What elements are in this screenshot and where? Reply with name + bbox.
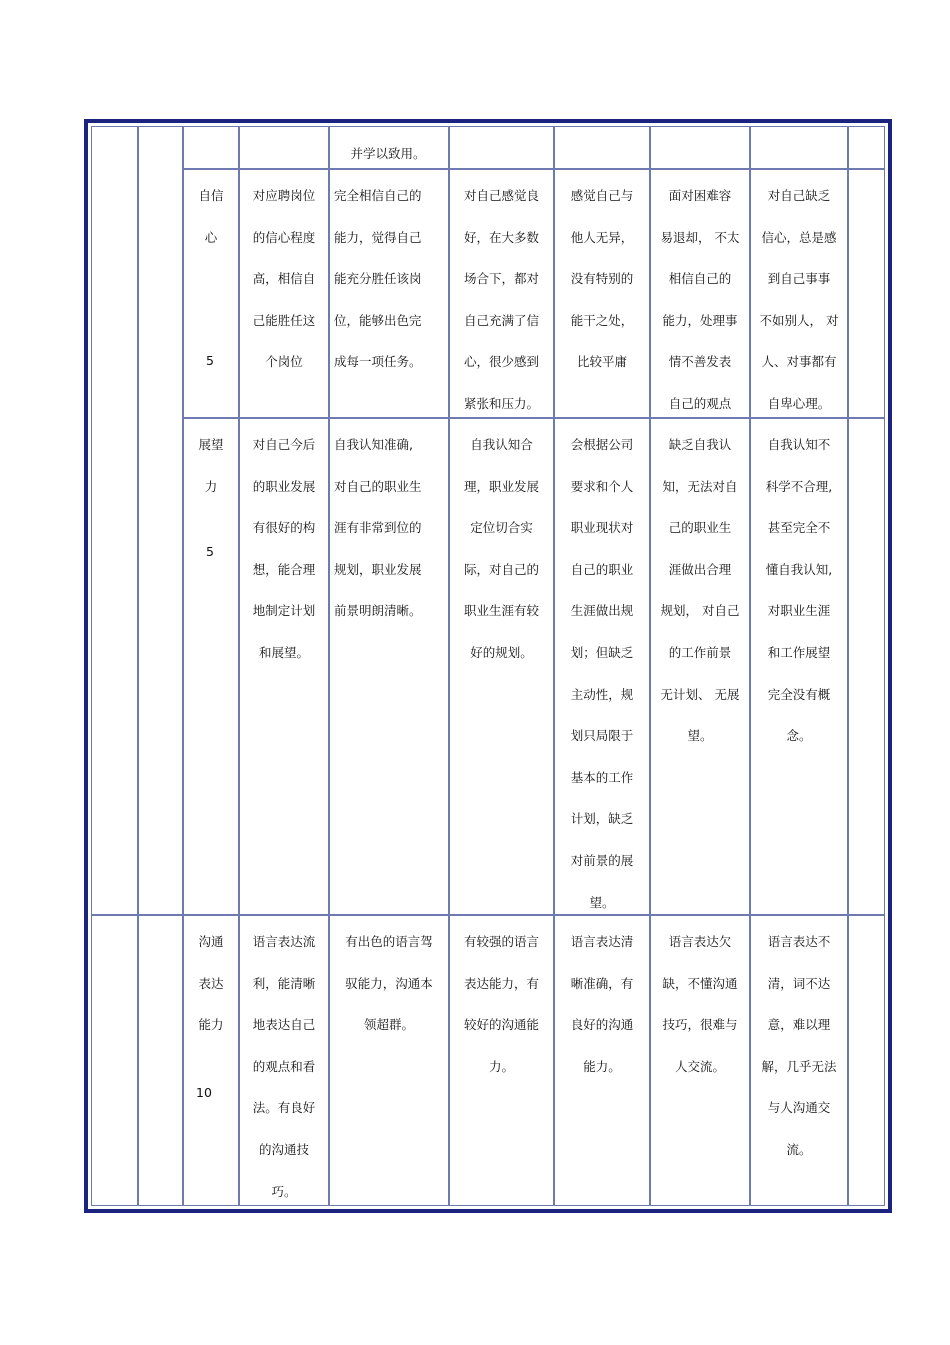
cell-line: 望。 xyxy=(589,894,615,910)
level-cell xyxy=(240,169,328,383)
cell-line: 晰准确，有 xyxy=(570,975,634,991)
label-line: 能力 xyxy=(198,1017,224,1033)
cell-line: 表达能力，有 xyxy=(463,975,539,991)
cell-line: 与人沟通交 xyxy=(767,1100,831,1116)
cell-line: 信心，总是感 xyxy=(761,229,837,245)
level-cell xyxy=(240,418,328,674)
cell-line: 巧。 xyxy=(271,1183,297,1199)
cell-line: 生涯做出规 xyxy=(570,603,634,619)
cell-line: 有很好的构 xyxy=(252,520,316,536)
continuation-cell xyxy=(328,127,448,175)
cell-line: 人、对事都有 xyxy=(761,354,837,370)
cell-line: 划只局限于 xyxy=(570,728,634,744)
criterion-label-communication xyxy=(184,915,238,1046)
cell-line: 会根据公司 xyxy=(570,437,634,452)
cell-line: 有较强的语言 xyxy=(463,934,539,949)
cell-line: 缺乏自我认 xyxy=(668,437,732,452)
cell-line: 的观点和看 xyxy=(252,1058,316,1074)
cell-line: 的工作前景 xyxy=(668,644,732,660)
cell-line: 位，能够出色完 xyxy=(334,312,422,328)
cell-line: 的沟通技 xyxy=(258,1141,309,1157)
cell-line: 基本的工作 xyxy=(570,769,634,785)
column-divider xyxy=(847,127,849,1205)
cell-line: 面对困难容 xyxy=(668,188,732,203)
cell-line: 对前景的展 xyxy=(570,852,634,868)
cell-line: 语言表达清 xyxy=(570,934,634,949)
cell-line: 驭能力，沟通本 xyxy=(345,975,433,991)
cell-line: 完全没有概 xyxy=(767,686,831,702)
cell-line: 涯做出合理 xyxy=(668,561,732,577)
cell-line: 望。 xyxy=(687,728,713,744)
cell-line: 缺，不懂沟通 xyxy=(662,975,738,991)
cell-line: 际，对自己的 xyxy=(463,561,539,577)
cell-line: 并学以致用。 xyxy=(350,146,426,161)
cell-line: 有出色的语言驾 xyxy=(345,934,433,949)
cell-line: 甚至完全不 xyxy=(767,520,831,536)
cell-line: 对自己的职业生 xyxy=(334,478,422,494)
cell-line: 能力，觉得自己 xyxy=(334,229,422,245)
cell-line: 良好的沟通 xyxy=(570,1017,634,1033)
cell-line: 紧张和压力。 xyxy=(463,395,539,411)
cell-line: 地制定计划 xyxy=(252,603,316,619)
level-cell xyxy=(450,915,553,1087)
criterion-label-outlook xyxy=(184,418,238,507)
cell-line: 法。有良好 xyxy=(252,1100,316,1116)
cell-line: 前景明朗清晰。 xyxy=(334,603,422,619)
cell-line: 对职业生涯 xyxy=(767,603,831,619)
cell-line: 好，在大多数 xyxy=(463,229,539,245)
level-cell xyxy=(751,169,847,425)
cell-line: 懂自我认知, xyxy=(765,561,833,577)
level-cell xyxy=(751,915,847,1171)
cell-line: 知，无法对自 xyxy=(662,478,738,494)
cell-line: 己的职业生 xyxy=(668,520,732,536)
cell-line: 职业生涯有较 xyxy=(463,603,539,619)
column-divider xyxy=(137,127,139,1205)
cell-line: 语言表达欠 xyxy=(668,934,732,949)
cell-line: 成每一项任务。 xyxy=(334,354,422,370)
cell-line: 念。 xyxy=(786,728,812,744)
cell-line: 心，很少感到 xyxy=(463,354,539,370)
level-cell xyxy=(555,915,649,1087)
cell-line: 比较平庸 xyxy=(576,354,627,370)
cell-line: 的信心程度 xyxy=(252,229,316,245)
cell-line: 对自己感觉良 xyxy=(463,188,539,203)
cell-line: 流。 xyxy=(786,1141,812,1157)
label-line: 自信 xyxy=(198,188,224,203)
cell-line: 自卑心理。 xyxy=(767,395,831,411)
cell-line: 好的规划。 xyxy=(470,644,533,660)
level-cell xyxy=(330,915,448,1046)
cell-line: 己能胜任这 xyxy=(252,312,316,328)
level-cell xyxy=(240,915,328,1212)
criterion-score: 5 xyxy=(206,544,214,559)
cell-line: 语言表达流 xyxy=(252,934,316,949)
cell-line: 个岗位 xyxy=(265,354,303,370)
cell-line: 相信自己的 xyxy=(668,271,732,287)
level-cell xyxy=(330,169,448,383)
level-cell xyxy=(555,418,649,923)
cell-line: 要求和个人 xyxy=(570,478,634,494)
cell-line: 的职业发展 xyxy=(252,478,316,494)
cell-line: 想，能合理 xyxy=(252,561,316,577)
cell-line: 意，难以理 xyxy=(767,1017,831,1033)
cell-line: 情不善发表 xyxy=(668,354,732,370)
cell-line: 职业现状对 xyxy=(570,520,634,536)
cell-line: 理，职业发展 xyxy=(463,478,539,494)
cell-line: 人交流。 xyxy=(674,1058,725,1074)
criterion-score: 5 xyxy=(206,353,214,368)
level-cell xyxy=(450,418,553,674)
cell-line: 自己的观点 xyxy=(668,395,732,411)
cell-line: 完全相信自己的 xyxy=(334,188,422,203)
cell-line: 自我认知准确, xyxy=(334,437,413,452)
label-line: 表达 xyxy=(198,975,224,991)
cell-line: 自我认知合 xyxy=(470,437,533,452)
evaluation-table xyxy=(84,119,892,1213)
cell-line: 计划，缺乏 xyxy=(570,811,634,827)
cell-line: 定位切合实 xyxy=(470,520,533,536)
cell-line: 规划， 对自己 xyxy=(660,603,740,619)
cell-line: 语言表达不 xyxy=(767,934,831,949)
cell-line: 涯有非常到位的 xyxy=(334,520,422,536)
level-cell xyxy=(555,169,649,383)
level-cell xyxy=(330,418,448,632)
cell-line: 自我认知不 xyxy=(767,437,831,452)
label-line: 展望 xyxy=(198,437,224,452)
label-line: 心 xyxy=(204,229,218,245)
cell-line: 能充分胜任该岗 xyxy=(334,271,422,287)
level-cell xyxy=(651,418,749,757)
cell-line: 解，几乎无法 xyxy=(761,1058,837,1074)
cell-line: 领超群。 xyxy=(363,1017,414,1033)
cell-line: 能力，处理事 xyxy=(662,312,738,328)
table-inner-border xyxy=(91,126,885,1206)
criterion-label-confidence xyxy=(184,169,238,258)
cell-line: 力。 xyxy=(488,1058,514,1074)
cell-line: 自己的职业 xyxy=(570,561,634,577)
cell-line: 能力。 xyxy=(583,1058,621,1074)
cell-line: 利，能清晰 xyxy=(252,975,316,991)
cell-line: 对自己今后 xyxy=(252,437,316,452)
cell-line: 和展望。 xyxy=(258,644,309,660)
cell-line: 场合下，都对 xyxy=(463,271,539,287)
cell-line: 较好的沟通能 xyxy=(463,1017,539,1033)
cell-line: 没有特别的 xyxy=(570,271,634,287)
cell-line: 地表达自己 xyxy=(252,1017,316,1033)
cell-line: 主动性，规 xyxy=(570,686,634,702)
cell-line: 高，相信自 xyxy=(252,271,316,287)
cell-line: 对应聘岗位 xyxy=(252,188,316,203)
level-cell xyxy=(651,169,749,425)
cell-line: 易退却， 不太 xyxy=(660,229,740,245)
label-line: 沟通 xyxy=(198,934,224,949)
cell-line: 规划，职业发展 xyxy=(334,561,422,577)
cell-line: 能干之处， xyxy=(570,312,634,328)
cell-line: 他人无异， xyxy=(570,229,634,245)
cell-line: 划；但缺乏 xyxy=(570,644,634,660)
cell-line: 科学不合理, xyxy=(765,478,833,494)
label-line: 力 xyxy=(204,478,218,494)
cell-line: 技巧，很难与 xyxy=(662,1017,738,1033)
cell-line: 自己充满了信 xyxy=(463,312,539,328)
cell-line: 到自己事事 xyxy=(767,271,831,287)
level-cell xyxy=(450,169,553,425)
cell-line: 不如别人， 对 xyxy=(759,312,839,328)
cell-line: 感觉自己与 xyxy=(570,188,634,203)
level-cell xyxy=(651,915,749,1087)
cell-line: 清，词不达 xyxy=(767,975,831,991)
cell-line: 对自己缺乏 xyxy=(767,188,831,203)
criterion-score: 10 xyxy=(196,1085,212,1100)
cell-line: 无计划、 无展 xyxy=(660,686,740,702)
level-cell xyxy=(751,418,847,757)
cell-line: 和工作展望 xyxy=(767,644,831,660)
